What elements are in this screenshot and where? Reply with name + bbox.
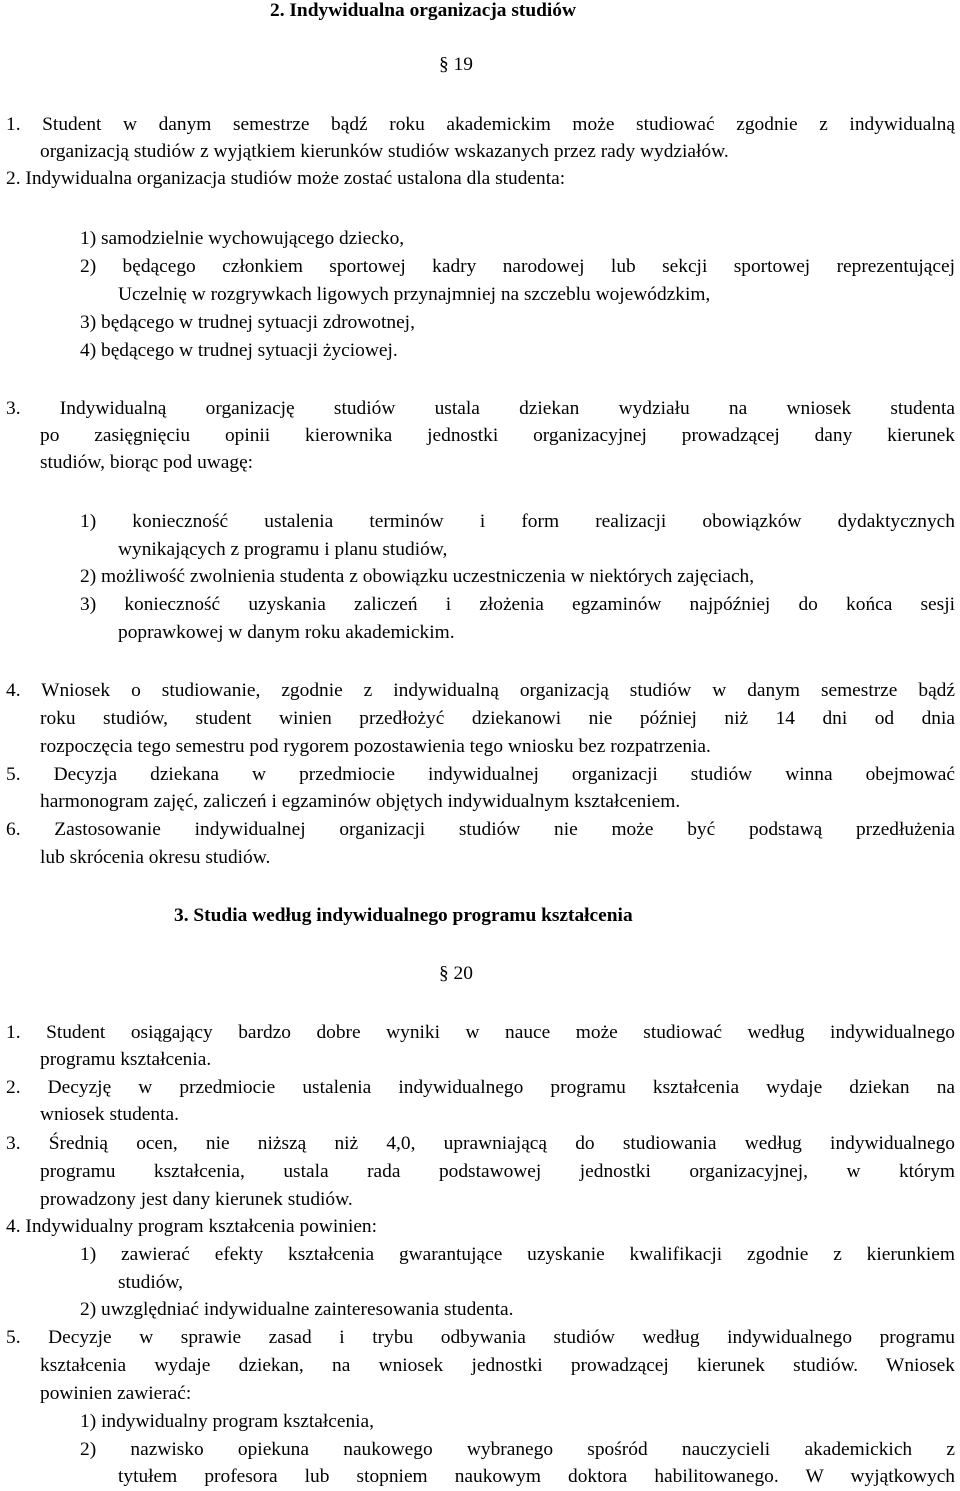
text-line: 2. Indywidualna organizacja studiów może zostać ustalona dla studenta: [6, 168, 566, 189]
text-line: 4. Indywidualny program kształcenia powinien: [6, 1216, 378, 1237]
text-line: 6. Zastosowanie indywidualnej organizacji studiów nie może być podstawą przedłużenia [6, 819, 955, 840]
text-line: 4. Wniosek o studiowanie, zgodnie z indywidualną organizacją studiów w danym semestrze bądź [6, 680, 955, 701]
list-item: 1) indywidualny program kształcenia, [80, 1411, 375, 1432]
text-line: 1. Student osiągający bardzo dobre wyniki w nauce może studiować według indywidualnego [6, 1022, 955, 1043]
text-line: po zasięgnięciu opinii kierownika jednostki organizacyjnej prowadzącej dany kierunek [40, 425, 955, 446]
text-line: harmonogram zajęć, zaliczeń i egzaminów objętych indywidualnym kształceniem. [40, 791, 681, 812]
list-item: 2) nazwisko opiekuna naukowego wybranego spośród nauczycieli akademickich z [80, 1439, 955, 1460]
list-item: 3) konieczność uzyskania zaliczeń i złożenia egzaminów najpóźniej do końca sesji [80, 594, 955, 615]
text-line: programu kształcenia, ustala rada podstawowej jednostki organizacyjnej, w którym [40, 1161, 955, 1182]
text-line: 5. Decyzja dziekana w przedmiocie indywidualnej organizacji studiów winna obejmować [6, 764, 955, 785]
list-item-continuation: wynikających z programu i planu studiów, [118, 539, 448, 560]
list-item-continuation: Uczelnię w rozgrywkach ligowych przynajmniej na szczeblu wojewódzkim, [118, 284, 711, 305]
list-item-continuation: poprawkowej w danym roku akademickim. [118, 622, 455, 643]
text-line: kształcenia wydaje dziekan, na wniosek jednostki prowadzącej kierunek studiów. Wniosek [40, 1355, 955, 1376]
text-line: lub skrócenia okresu studiów. [40, 847, 271, 868]
list-item: 1) konieczność ustalenia terminów i form realizacji obowiązków dydaktycznych [80, 511, 955, 532]
text-line: 3. Indywidualną organizację studiów ustala dziekan wydziału na wniosek studenta [6, 398, 955, 419]
section-heading: 3. Studia według indywidualnego programu kształcenia [174, 905, 633, 926]
text-line: 1. Student w danym semestrze bądź roku akademickim może studiować zgodnie z indywidualną [6, 114, 955, 135]
text-line: studiów, biorąc pod uwagę: [40, 452, 254, 473]
paragraph-mark: § 19 [439, 54, 473, 75]
list-item: 2) będącego członkiem sportowej kadry narodowej lub sekcji sportowej reprezentującej [80, 256, 955, 277]
paragraph-mark: § 20 [439, 963, 473, 984]
list-item: 4) będącego w trudnej sytuacji życiowej. [80, 340, 398, 361]
list-item: 3) będącego w trudnej sytuacji zdrowotnej, [80, 312, 415, 333]
list-item: 1) samodzielnie wychowującego dziecko, [80, 228, 405, 249]
list-item: 2) możliwość zwolnienia studenta z obowiązku uczestniczenia w niektórych zajęciach, [80, 566, 755, 587]
text-line: rozpoczęcia tego semestru pod rygorem pozostawienia tego wniosku bez rozpatrzenia. [40, 736, 711, 757]
text-line: organizacją studiów z wyjątkiem kierunków studiów wskazanych przez rady wydziałów. [40, 141, 729, 162]
list-item-continuation: tytułem profesora lub stopniem naukowym doktora habilitowanego. W wyjątkowych [118, 1466, 955, 1487]
text-line: wniosek studenta. [40, 1104, 179, 1125]
text-line: prowadzony jest dany kierunek studiów. [40, 1189, 353, 1210]
text-line: 2. Decyzję w przedmiocie ustalenia indywidualnego programu kształcenia wydaje dziekan na [6, 1077, 955, 1098]
text-line: programu kształcenia. [40, 1049, 212, 1070]
list-item: 1) zawierać efekty kształcenia gwarantujące uzyskanie kwalifikacji zgodnie z kierunkiem [80, 1244, 955, 1265]
list-item-continuation: studiów, [118, 1272, 183, 1293]
text-line: 5. Decyzje w sprawie zasad i trybu odbywania studiów według indywidualnego programu [6, 1327, 955, 1348]
text-line: roku studiów, student winien przedłożyć dziekanowi nie później niż 14 dni od dnia [40, 708, 955, 729]
section-heading: 2. Indywidualna organizacja studiów [270, 0, 576, 21]
text-line: 3. Średnią ocen, nie niższą niż 4,0, uprawniającą do studiowania według indywidualnego [6, 1133, 955, 1154]
list-item: 2) uwzględniać indywidualne zainteresowania studenta. [80, 1299, 514, 1320]
text-line: powinien zawierać: [40, 1383, 192, 1404]
